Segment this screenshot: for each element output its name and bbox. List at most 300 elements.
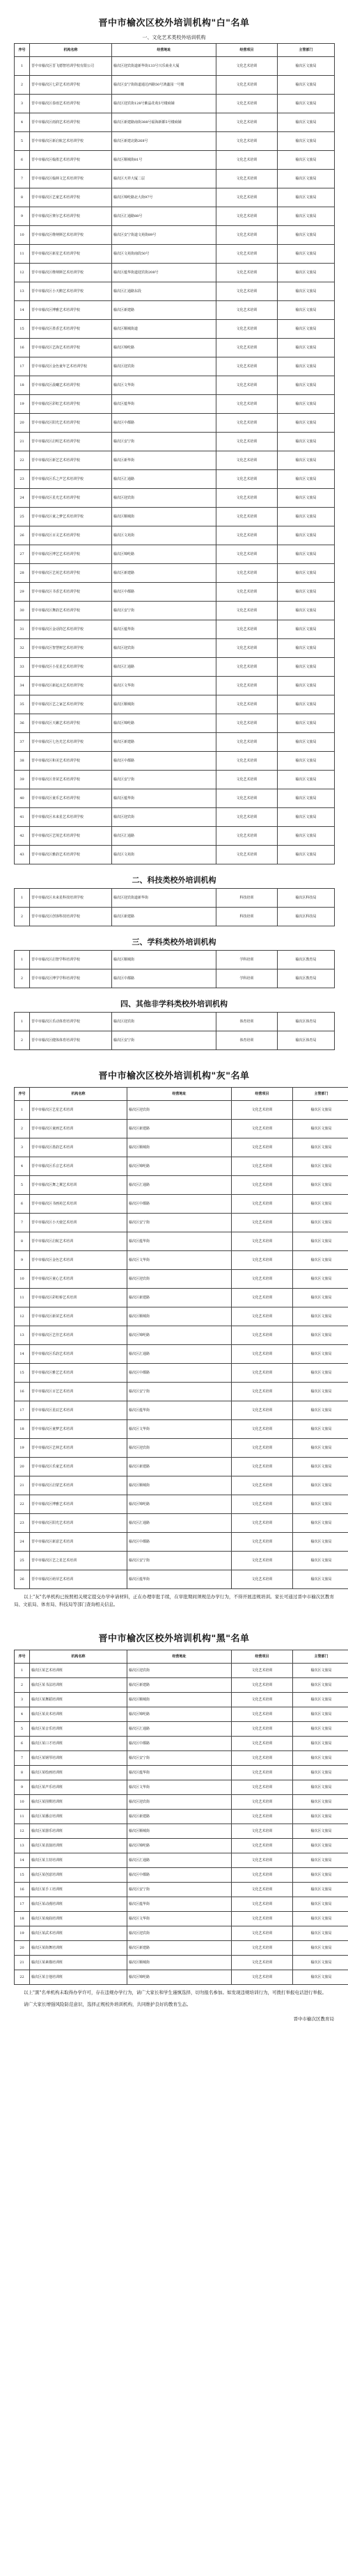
table-row	[15, 1307, 348, 1326]
table-cell: 晋中市榆次区七色光艺术培训学校	[30, 733, 112, 752]
table-row	[15, 1853, 348, 1868]
table-cell: 榆次区文旅局	[293, 1912, 348, 1926]
table-cell: 文化艺术培训	[232, 1868, 293, 1883]
section-other-title: 四、其他非学科类校外培训机构	[120, 999, 228, 1008]
table-cell: 文化艺术培训	[216, 188, 278, 207]
table-cell: 12	[15, 1824, 30, 1839]
table-cell: 文化艺术培训	[232, 1232, 293, 1251]
table-cell: 榆次区中都路	[112, 583, 216, 602]
table-cell: 榆次区体育局	[278, 1031, 335, 1050]
table-cell: 学科培训	[216, 969, 278, 988]
table-row	[15, 1751, 348, 1766]
table-row	[15, 695, 335, 714]
table-row	[15, 733, 335, 752]
table-cell: 榆次区文旅局	[293, 1458, 348, 1476]
table-row	[15, 57, 335, 76]
table-cell: 榆次区新建路	[112, 564, 216, 583]
table-cell: 榆次区文旅局	[278, 151, 335, 170]
table-cell: 榆次区顺城街	[112, 695, 216, 714]
table-cell: 4	[15, 1157, 30, 1176]
table-cell: 榆次区某主持培训班	[30, 1853, 127, 1868]
table-cell: 17	[15, 357, 30, 376]
table-cell: 文化艺术培训	[216, 846, 278, 864]
table-cell: 1	[15, 1013, 30, 1031]
table-cell: 文化艺术培训	[216, 301, 278, 320]
white-list-title: 晋中市榆次区校外培训机构"白"名单	[98, 18, 250, 29]
table-cell: 3	[15, 1693, 30, 1707]
table-cell: 榆次区安宁街	[112, 771, 216, 789]
table-cell: 文化艺术培训	[232, 1824, 293, 1839]
table-cell: 文化艺术培训	[216, 470, 278, 489]
table-cell: 20	[15, 414, 30, 433]
table-cell: 6	[15, 1195, 30, 1214]
column-header: 经营项目	[216, 44, 278, 57]
table-row	[15, 1214, 348, 1232]
table-cell: 榆次区汇通路	[112, 658, 216, 677]
table-cell: 榆次区文旅局	[278, 264, 335, 282]
closing-paragraph: 请广大家长增强风险防范意识，选择正规校外培训机构，共同维护良好的教育生态。	[24, 2002, 191, 2007]
table-cell: 42	[15, 827, 30, 846]
table-cell: 榆次区文旅局	[278, 76, 335, 95]
table-row	[15, 433, 335, 451]
table-cell: 7	[15, 1751, 30, 1766]
table-cell: 文化艺术培训	[232, 1795, 293, 1810]
table-row	[15, 1458, 348, 1476]
table-row	[15, 188, 335, 207]
section-subject-title: 三、学科类校外培训机构	[132, 937, 216, 947]
table-cell: 榆次区文旅局	[293, 1678, 348, 1693]
table-cell: 榆次区文旅局	[293, 1289, 348, 1307]
table-cell: 文化艺术培训	[232, 1495, 293, 1514]
table-cell: 榆次区中都路	[127, 1195, 232, 1214]
table-cell: 榆次区文旅局	[293, 1795, 348, 1810]
table-cell: 13	[15, 282, 30, 301]
table-cell: 榆次区安宁街街道通达西路50号鸿鑫园一号楼	[112, 76, 216, 95]
table-cell: 榆次区安宁街	[127, 1214, 232, 1232]
table-row	[15, 1766, 348, 1780]
table-cell: 晋中市榆次区七彩艺术培训学校	[30, 76, 112, 95]
table-cell: 榆次区迎宾街128号紫晶花苑5号楼商铺	[112, 95, 216, 113]
table-cell: 24	[15, 489, 30, 508]
table-row	[15, 1345, 348, 1364]
table-cell: 榆次区某街舞培训班	[30, 1941, 127, 1956]
table-cell: 文化艺术培训	[216, 113, 278, 132]
table-cell: 榆次区安宁街	[127, 1883, 232, 1897]
table-cell: 榆次区文旅局	[278, 357, 335, 376]
table-row	[15, 245, 335, 264]
table-cell: 榆次区迎宾街道新华街	[112, 889, 216, 908]
subject-table	[14, 950, 335, 988]
table-cell: 榆次区汇通路	[112, 470, 216, 489]
table-cell: 榆次区汇通路东段	[112, 282, 216, 301]
table-cell: 榆次区新建路	[127, 1678, 232, 1693]
table-row	[15, 1956, 348, 1970]
table-cell: 晋中市榆次区墨韵艺术培训	[30, 1138, 127, 1157]
table-cell: 榆次区文旅局	[293, 1345, 348, 1364]
table-cell: 晋中市榆次区雅艺艺术培训	[30, 1364, 127, 1383]
table-row	[15, 969, 335, 988]
table-cell: 榆次区锦纶路	[112, 545, 216, 564]
table-cell: 榆次区安宁街道文苑街89号	[112, 226, 216, 245]
table-row	[15, 545, 335, 564]
table-cell: 晋中市榆次区翰墨艺术培训学校	[30, 151, 112, 170]
table-cell: 榆次区蕴华街	[127, 1401, 232, 1420]
table-cell: 31	[15, 620, 30, 639]
column-header: 主管部门	[293, 1650, 348, 1664]
table-cell: 榆次区文旅局	[278, 752, 335, 771]
table-cell: 榆次区文旅局	[278, 695, 335, 714]
table-cell: 6	[15, 1737, 30, 1751]
table-row	[15, 1839, 348, 1853]
table-cell: 榆次区新建路	[127, 1458, 232, 1476]
table-cell: 榆次区文旅局	[278, 526, 335, 545]
table-cell: 20	[15, 1941, 30, 1956]
culture-table	[14, 43, 335, 864]
table-cell: 榆次区顺城街	[127, 1693, 232, 1707]
table-cell: 榆次区文旅局	[278, 320, 335, 339]
table-cell: 榆次区文苑街	[112, 846, 216, 864]
table-row	[15, 1101, 348, 1120]
table-cell: 21	[15, 433, 30, 451]
table-cell: 26	[15, 526, 30, 545]
table-cell: 榆次区蕴华街	[127, 1766, 232, 1780]
table-cell: 榆次区中都路	[127, 1533, 232, 1552]
table-cell: 晋中市榆次区童之梦艺术培训学校	[30, 508, 112, 526]
table-cell: 晋中市榆次区启智学科培训学校	[30, 951, 112, 969]
table-cell: 文化艺术培训	[216, 357, 278, 376]
table-row	[15, 951, 335, 969]
table-cell: 晋中市榆次区博艺艺术培训学校	[30, 545, 112, 564]
table-cell: 14	[15, 1853, 30, 1868]
gray-list-title: 晋中市榆次区校外培训机构"灰"名单	[98, 1071, 250, 1081]
table-cell: 13	[15, 1839, 30, 1853]
table-cell: 晋中市榆次区和美艺术培训学校	[30, 752, 112, 771]
table-cell: 文化艺术培训	[232, 1289, 293, 1307]
table-cell: 榆次区蕴华街	[127, 1897, 232, 1912]
table-cell: 榆次区汇通路	[127, 1345, 232, 1364]
table-cell: 18	[15, 1420, 30, 1439]
table-cell: 榆次区文苑街	[112, 526, 216, 545]
table-cell: 榆次区文旅局	[278, 564, 335, 583]
table-row	[15, 282, 335, 301]
table-cell: 16	[15, 1383, 30, 1401]
table-cell: 榆次区某播音培训班	[30, 1810, 127, 1824]
table-cell: 晋中市榆次区博学学科培训学校	[30, 969, 112, 988]
table-cell: 榆次区文旅局	[278, 245, 335, 264]
table-cell: 榆次区迎宾街	[112, 489, 216, 508]
column-header: 经营地址	[127, 1650, 232, 1664]
table-cell: 榆次区文旅局	[278, 113, 335, 132]
table-cell: 榆次区新建路	[112, 733, 216, 752]
table-cell: 20	[15, 1458, 30, 1476]
table-cell: 榆次区锦纶路	[127, 1157, 232, 1176]
table-header-row	[15, 1088, 348, 1101]
table-cell: 文化艺术培训	[216, 207, 278, 226]
table-cell: 榆次区文旅局	[293, 1495, 348, 1514]
table-cell: 36	[15, 714, 30, 733]
column-header: 机构名称	[30, 1650, 127, 1664]
table-row	[15, 771, 335, 789]
table-cell: 26	[15, 1570, 30, 1589]
table-cell: 文化艺术培训	[216, 76, 278, 95]
table-cell: 榆次区某素描培训班	[30, 1956, 127, 1970]
table-cell: 文化艺术培训	[216, 771, 278, 789]
table-cell: 榆次区某美术培训班	[30, 1707, 127, 1722]
table-cell: 9	[15, 1780, 30, 1795]
table-cell: 榆次区文旅局	[278, 188, 335, 207]
table-row	[15, 357, 335, 376]
table-cell: 榆次区文华街	[112, 677, 216, 695]
table-row	[15, 95, 335, 113]
table-row	[15, 752, 335, 771]
table-row	[15, 489, 335, 508]
table-cell: 榆次区锦纶路	[112, 714, 216, 733]
table-cell: 榆次区新建路	[127, 1941, 232, 1956]
table-cell: 23	[15, 470, 30, 489]
table-row	[15, 1722, 348, 1737]
table-row	[15, 1326, 348, 1345]
table-cell: 文化艺术培训	[232, 1883, 293, 1897]
table-cell: 晋中市榆次区百艺艺术培训	[30, 1383, 127, 1401]
table-cell: 文化艺术培训	[232, 1570, 293, 1589]
table-cell: 文化艺术培训	[216, 526, 278, 545]
table-cell: 晋中市榆次区百灵艺术培训学校	[30, 526, 112, 545]
table-cell: 榆次区科技局	[278, 908, 335, 926]
table-cell: 榆次区汇通路	[112, 827, 216, 846]
table-cell: 4	[15, 113, 30, 132]
table-cell: 晋中市榆次区智慧树艺术培训学校	[30, 639, 112, 658]
table-cell: 7	[15, 170, 30, 188]
table-cell: 文化艺术培训	[232, 1345, 293, 1364]
table-cell: 榆次区教育局	[278, 951, 335, 969]
table-cell: 榆次区锦纶路	[127, 1839, 232, 1853]
table-cell: 晋中市榆次区童梦艺术培训	[30, 1420, 127, 1439]
table-row	[15, 339, 335, 357]
table-cell: 文化艺术培训	[216, 132, 278, 151]
table-cell: 榆次区文旅局	[293, 1824, 348, 1839]
table-cell: 晋中市榆次区雨润艺术培训学校	[30, 113, 112, 132]
table-cell: 榆次区顺城街	[112, 951, 216, 969]
table-cell: 9	[15, 1251, 30, 1270]
table-cell: 文化艺术培训	[216, 376, 278, 395]
table-cell: 榆次区文旅局	[278, 733, 335, 752]
table-cell: 榆次区文旅局	[293, 1214, 348, 1232]
table-cell: 文化艺术培训	[232, 1926, 293, 1941]
table-cell: 晋中市榆次区金色艺术培训	[30, 1251, 127, 1270]
table-cell: 榆次区文旅局	[293, 1941, 348, 1956]
table-cell: 文化艺术培训	[216, 827, 278, 846]
table-row	[15, 1810, 348, 1824]
table-cell: 1	[15, 1101, 30, 1120]
table-cell: 12	[15, 1307, 30, 1326]
table-cell: 22	[15, 1495, 30, 1514]
table-cell: 文化艺术培训	[216, 320, 278, 339]
table-cell: 榆次区迎宾街	[127, 1270, 232, 1289]
table-cell: 榆次区文旅局	[293, 1570, 348, 1589]
table-cell: 文化艺术培训	[232, 1693, 293, 1707]
table-cell: 榆次区文旅局	[278, 639, 335, 658]
table-cell: 榆次区中都路	[127, 1364, 232, 1383]
table-cell: 榆次区文旅局	[293, 1868, 348, 1883]
table-cell: 晋中市榆次区舞韵艺术培训学校	[30, 602, 112, 620]
table-cell: 晋中市榆次区乐之声艺术培训学校	[30, 470, 112, 489]
table-cell: 榆次区文旅局	[278, 846, 335, 864]
table-cell: 19	[15, 395, 30, 414]
table-cell: 文化艺术培训	[232, 1839, 293, 1853]
table-row	[15, 170, 335, 188]
table-cell: 榆次区文旅局	[278, 771, 335, 789]
table-cell: 体育培训	[216, 1013, 278, 1031]
table-cell: 32	[15, 639, 30, 658]
table-cell: 晋中市榆次区乐韵艺术培训	[30, 1345, 127, 1364]
table-cell: 体育培训	[216, 1031, 278, 1050]
table-cell: 榆次区某音乐培训班	[30, 1722, 127, 1737]
table-cell: 3	[15, 95, 30, 113]
table-cell: 5	[15, 1176, 30, 1195]
table-row	[15, 301, 335, 320]
table-cell: 榆次区文旅局	[278, 226, 335, 245]
table-cell: 文化艺术培训	[232, 1195, 293, 1214]
table-cell: 晋中市榆次区健体体育培训学校	[30, 1031, 112, 1050]
table-cell: 榆次区文旅局	[293, 1737, 348, 1751]
table-cell: 文化艺术培训	[216, 620, 278, 639]
column-header: 机构名称	[30, 1088, 127, 1101]
table-cell: 文化艺术培训	[216, 226, 278, 245]
table-cell: 文化艺术培训	[232, 1678, 293, 1693]
table-cell: 晋中市榆次区启航艺术培训	[30, 1232, 127, 1251]
table-cell: 榆次区新建路	[127, 1289, 232, 1307]
table-cell: 榆次区顺城街道	[112, 320, 216, 339]
table-cell: 榆次区文旅局	[293, 1926, 348, 1941]
table-cell: 榆次区文旅局	[278, 414, 335, 433]
table-cell: 14	[15, 1345, 30, 1364]
table-cell: 榆次区蕴华街	[127, 1570, 232, 1589]
table-cell: 文化艺术培训	[232, 1326, 293, 1345]
table-cell: 榆次区某口才培训班	[30, 1737, 127, 1751]
table-cell: 榆次区某钢琴培训班	[30, 1751, 127, 1766]
table-cell: 榆次区文华街	[127, 1912, 232, 1926]
table-row	[15, 226, 335, 245]
table-row	[15, 1195, 348, 1214]
table-cell: 文化艺术培训	[232, 1912, 293, 1926]
table-cell: 25	[15, 508, 30, 526]
table-cell: 11	[15, 1810, 30, 1824]
table-cell: 5	[15, 132, 30, 151]
table-cell: 榆次区顺城街	[127, 1824, 232, 1839]
table-row	[15, 1232, 348, 1251]
table-row	[15, 1824, 348, 1839]
table-row	[15, 1476, 348, 1495]
table-cell: 榆次区某艺术培训班	[30, 1664, 127, 1678]
table-row	[15, 1912, 348, 1926]
table-cell: 2	[15, 1031, 30, 1050]
table-cell: 文化艺术培训	[216, 170, 278, 188]
table-cell: 文化艺术培训	[216, 95, 278, 113]
table-cell: 榆次区文旅局	[293, 1552, 348, 1570]
table-cell: 15	[15, 320, 30, 339]
table-cell: 榆次区文华街	[127, 1780, 232, 1795]
table-cell: 晋中市榆次区童乐艺术培训学校	[30, 789, 112, 808]
table-cell: 榆次区迎宾街	[112, 1013, 216, 1031]
table-cell: 1	[15, 889, 30, 908]
table-cell: 晋中市榆次区新艺艺术培训学校	[30, 451, 112, 470]
table-cell: 榆次区文旅局	[293, 1897, 348, 1912]
table-cell: 晋中市榆次区未来星艺术培训学校	[30, 808, 112, 827]
table-cell: 文化艺术培训	[216, 395, 278, 414]
table-cell: 榆次区文旅局	[293, 1766, 348, 1780]
table-cell: 文化艺术培训	[232, 1401, 293, 1420]
table-cell: 晋中市榆次区星辰艺术培训	[30, 1401, 127, 1420]
table-cell: 榆次区迎宾街道新华街133号兴乐商业大厦	[112, 57, 216, 76]
table-cell: 文化艺术培训	[216, 564, 278, 583]
table-cell: 6	[15, 151, 30, 170]
table-cell: 榆次区汇通路88号	[112, 207, 216, 226]
gray-table	[14, 1087, 348, 1589]
table-cell: 文化艺术培训	[232, 1514, 293, 1533]
table-cell: 榆次区文华街	[112, 376, 216, 395]
table-cell: 3	[15, 1138, 30, 1157]
table-cell: 38	[15, 752, 30, 771]
table-cell: 榆次区新建北路268号	[112, 132, 216, 151]
table-cell: 榆次区文旅局	[278, 57, 335, 76]
table-row	[15, 1013, 335, 1031]
table-cell: 榆次区体育局	[278, 1013, 335, 1031]
table-cell: 文化艺术培训	[216, 808, 278, 827]
table-cell: 18	[15, 376, 30, 395]
column-header: 主管部门	[278, 44, 335, 57]
table-cell: 文化艺术培训	[216, 433, 278, 451]
table-cell: 榆次区迎宾街	[127, 1439, 232, 1458]
table-cell: 文化艺术培训	[232, 1664, 293, 1678]
table-cell: 5	[15, 1722, 30, 1737]
table-cell: 榆次区文旅局	[278, 677, 335, 695]
table-row	[15, 789, 335, 808]
table-cell: 文化艺术培训	[216, 489, 278, 508]
table-cell: 榆次区文旅局	[293, 1664, 348, 1678]
table-cell: 40	[15, 789, 30, 808]
table-cell: 文化艺术培训	[216, 695, 278, 714]
table-cell: 文化艺术培训	[232, 1364, 293, 1383]
table-cell: 榆次区新建路南街388号福海新都5号楼商铺	[112, 113, 216, 132]
table-cell: 榆次区顺城街	[127, 1138, 232, 1157]
table-cell: 晋中市榆次区童心艺术培训	[30, 1270, 127, 1289]
table-cell: 晋中市榆次区乐童艺术培训	[30, 1458, 127, 1476]
table-cell: 榆次区文旅局	[293, 1401, 348, 1420]
table-cell: 7	[15, 1214, 30, 1232]
table-row	[15, 677, 335, 695]
table-cell: 榆次区文旅局	[293, 1476, 348, 1495]
table-cell: 21	[15, 1476, 30, 1495]
table-cell: 榆次区新华街	[112, 451, 216, 470]
table-cell: 2	[15, 908, 30, 926]
table-cell: 晋中市榆次区童画艺术培训	[30, 1120, 127, 1138]
table-row	[15, 1364, 348, 1383]
table-row	[15, 658, 335, 677]
table-cell: 27	[15, 545, 30, 564]
table-cell: 榆次区汇通路	[127, 1514, 232, 1533]
table-cell: 榆次区新建路	[112, 301, 216, 320]
table-cell: 榆次区某表演培训班	[30, 1839, 127, 1853]
table-cell: 晋中市榆次区新意艺术培训	[30, 1533, 127, 1552]
table-cell: 文化艺术培训	[216, 658, 278, 677]
table-cell: 18	[15, 1912, 30, 1926]
table-row	[15, 1707, 348, 1722]
table-cell: 文化艺术培训	[232, 1751, 293, 1766]
table-cell: 榆次区文旅局	[278, 470, 335, 489]
column-header: 序号	[15, 1088, 30, 1101]
table-cell: 晋中市榆次区墨香艺术培训学校	[30, 320, 112, 339]
table-cell: 科技培训	[216, 908, 278, 926]
